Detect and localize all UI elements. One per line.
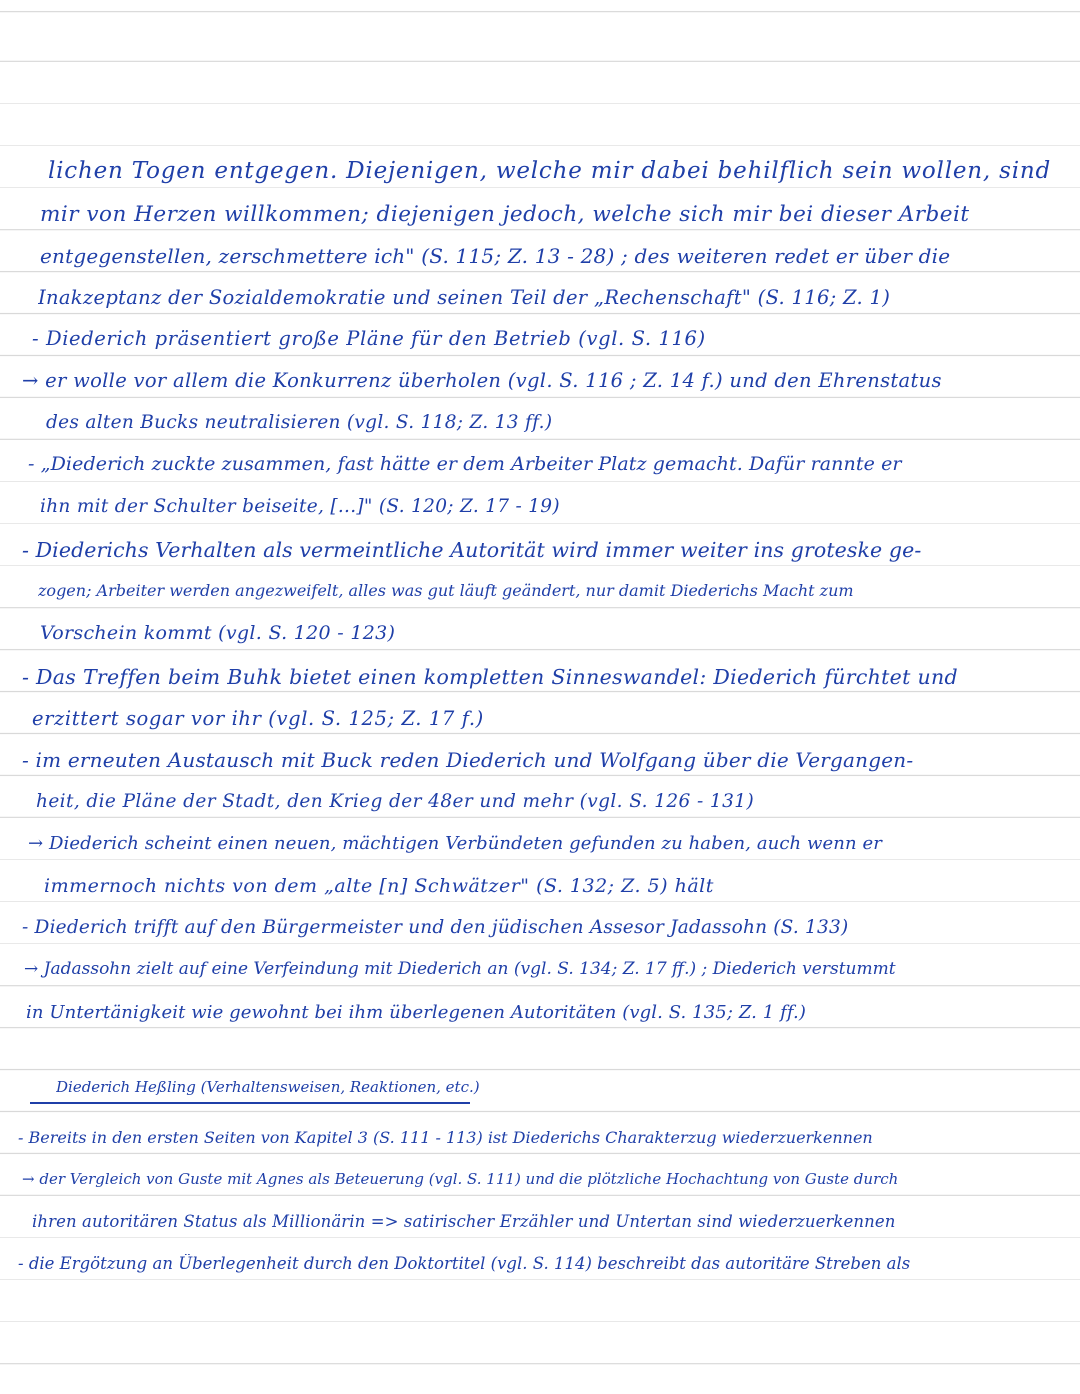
note-line: → er wolle vor allem die Konkurrenz überholen (vgl. S. 116 ; Z. 14 f.) und den Ehrenstatus <box>22 369 942 392</box>
note-line: ihn mit der Schulter beiseite, [...]" (S. 120; Z. 17 - 19) <box>40 496 560 517</box>
note-line: → Diederich scheint einen neuen, mächtigen Verbündeten gefunden zu haben, auch wenn er <box>28 833 882 854</box>
note-line: - Das Treffen beim Buhk bietet einen kompletten Sinneswandel: Diederich fürchtet und <box>22 665 958 689</box>
note-line: → Jadassohn zielt auf eine Verfeindung mit Diederich an (vgl. S. 134; Z. 17 ff.) ; Diederich verstummt <box>24 959 896 979</box>
note-line: entgegenstellen, zerschmettere ich" (S. 115; Z. 13 - 28) ; des weiteren redet er über die <box>40 244 951 268</box>
note-line: Inakzeptanz der Sozialdemokratie und seinen Teil der „Rechenschaft" (S. 116; Z. 1) <box>38 286 891 309</box>
note-line: - Bereits in den ersten Seiten von Kapitel 3 (S. 111 - 113) ist Diederichs Charakterzug wiederzuerkennen <box>18 1128 873 1147</box>
note-line: in Untertänigkeit wie gewohnt bei ihm überlegenen Autoritäten (vgl. S. 135; Z. 1 ff.) <box>26 1002 806 1023</box>
note-line: - Diederich präsentiert große Pläne für den Betrieb (vgl. S. 116) <box>32 327 706 350</box>
note-line: - Diederichs Verhalten als vermeintliche Autorität wird immer weiter ins groteske ge- <box>22 538 922 562</box>
note-line: → der Vergleich von Guste mit Agnes als Beteuerung (vgl. S. 111) und die plötzliche Hochachtung von Guste durch <box>22 1170 899 1188</box>
note-line: ihren autoritären Status als Millionärin => satirischer Erzähler und Untertan sind wiederzuerkennen <box>32 1212 896 1231</box>
note-line: erzittert sogar vor ihr (vgl. S. 125; Z. 17 f.) <box>32 707 484 730</box>
section-heading: Diederich Heßling (Verhaltensweisen, Reaktionen, etc.) <box>56 1078 480 1096</box>
note-line: heit, die Pläne der Stadt, den Krieg der 48er und mehr (vgl. S. 126 - 131) <box>36 791 755 812</box>
note-line: Vorschein kommt (vgl. S. 120 - 123) <box>40 622 396 644</box>
note-line: mir von Herzen willkommen; diejenigen jedoch, welche sich mir bei dieser Arbeit <box>40 202 970 227</box>
note-line: - die Ergötzung an Überlegenheit durch den Doktortitel (vgl. S. 114) beschreibt das autoritäre Streben als <box>18 1254 911 1273</box>
heading-underline <box>30 1102 470 1104</box>
note-line: - „Diederich zuckte zusammen, fast hätte er dem Arbeiter Platz gemacht. Dafür rannte er <box>28 453 902 475</box>
note-line: - im erneuten Austausch mit Buck reden Diederich und Wolfgang über die Vergangen- <box>22 748 914 772</box>
note-line: des alten Bucks neutralisieren (vgl. S. 118; Z. 13 ff.) <box>46 412 553 433</box>
note-line: lichen Togen entgegen. Diejenigen, welche mir dabei behilflich sein wollen, sind <box>48 158 1052 184</box>
note-line: immernoch nichts von dem „alte [n] Schwätzer" (S. 132; Z. 5) hält <box>44 875 714 897</box>
note-line: zogen; Arbeiter werden angezweifelt, alles was gut läuft geändert, nur damit Diederichs Macht zum <box>38 581 854 600</box>
note-line: - Diederich trifft auf den Bürgermeister und den jüdischen Assesor Jadassohn (S. 133) <box>22 917 849 938</box>
